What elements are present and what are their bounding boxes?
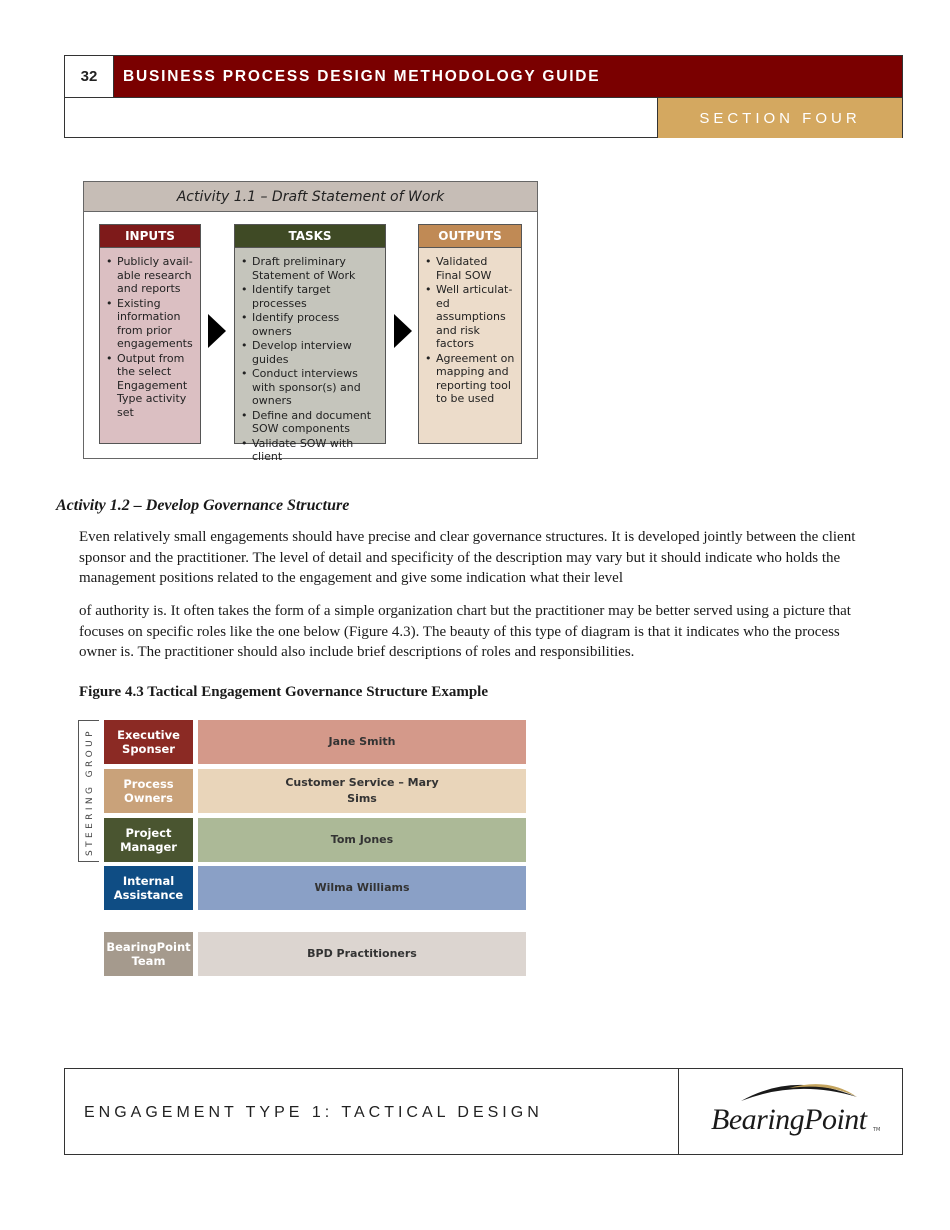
- person-box: Wilma Williams: [198, 866, 526, 910]
- role-box: Process Owners: [104, 769, 193, 813]
- list-item: • Identify target processes: [241, 283, 379, 310]
- role-box: BearingPoint Team: [104, 932, 193, 976]
- page-number: 32: [65, 56, 114, 97]
- guide-title: BUSINESS PROCESS DESIGN METHODOLOGY GUIDE: [123, 68, 601, 85]
- list-item: • Validate SOW with client: [241, 437, 379, 464]
- person-box: Customer Service – Mary Sims: [198, 769, 526, 813]
- list-item: • Publicly avail-able research and reports: [106, 255, 194, 296]
- tasks-heading: TASKS: [235, 225, 385, 248]
- role-box: Project Manager: [104, 818, 193, 862]
- governance-row: [104, 769, 526, 813]
- role-box: Executive Sponser: [104, 720, 193, 764]
- list-item: • Identify process owners: [241, 311, 379, 338]
- outputs-list: [419, 248, 521, 406]
- activity-1-2-heading: Activity 1.2 – Develop Governance Structure: [56, 497, 350, 514]
- body-paragraph-1: Even relatively small engagements should have precise and clear governance structures. It is developed jointly between the client sponsor and the practitioner. The level of detail and specificity of the description may vary but it should indicate who holds the management positions related to the engagement and give some indication what their level: [79, 529, 856, 586]
- arrow-right-icon: [394, 314, 412, 348]
- tasks-column: [234, 224, 386, 463]
- governance-figure: [78, 720, 528, 980]
- governance-row: [104, 818, 526, 862]
- list-item: • Validated Final SOW: [425, 255, 515, 282]
- list-item: • Well articulat-ed assumptions and risk factors: [425, 283, 515, 351]
- steering-group-label: STEERING GROUP: [85, 728, 95, 856]
- list-item: • Existing information from prior engagements: [106, 297, 194, 351]
- logo-wordmark: BearingPoint: [711, 1103, 867, 1136]
- governance-row: [104, 720, 526, 764]
- person-box: Tom Jones: [198, 818, 526, 862]
- activity-1-1-diagram: [83, 181, 538, 463]
- person-box: Jane Smith: [198, 720, 526, 764]
- steering-group-bracket: [78, 720, 99, 862]
- list-item: • Develop interview guides: [241, 339, 379, 366]
- activity-1-1-title: Activity 1.1 – Draft Statement of Work: [84, 182, 537, 212]
- person-box: BPD Practitioners: [198, 932, 526, 976]
- page-footer: [64, 1068, 903, 1155]
- governance-row: [104, 932, 526, 976]
- header-subbar: [65, 97, 902, 137]
- outputs-heading: OUTPUTS: [419, 225, 521, 248]
- inputs-heading: INPUTS: [100, 225, 200, 248]
- logo-trademark: TM: [873, 1127, 881, 1133]
- list-item: • Output from the select Engagement Type activity set: [106, 352, 194, 420]
- list-item: • Define and document SOW components: [241, 409, 379, 436]
- footer-title: ENGAGEMENT TYPE 1: TACTICAL DESIGN: [84, 1104, 543, 1121]
- body-paragraph-2: of authority is. It often takes the form of a simple organization chart but the practitioner may be better served using a picture that focuses on specific roles like the one below (Figure 4.3). The beauty of this type of diagram is that it indicates who the process owner is. The practitioner should also include brief descriptions of roles and responsibilities.: [79, 603, 851, 660]
- inputs-column: [99, 224, 201, 444]
- page-header: [64, 55, 903, 138]
- arrow-right-icon: [208, 314, 226, 348]
- outputs-column: [418, 224, 522, 444]
- figure-caption: Figure 4.3 Tactical Engagement Governance Structure Example: [79, 684, 488, 700]
- header-band: [65, 56, 902, 97]
- list-item: • Draft preliminary Statement of Work: [241, 255, 379, 282]
- inputs-list: [100, 248, 200, 419]
- company-logo: [678, 1069, 902, 1154]
- list-item: • Conduct interviews with sponsor(s) and owners: [241, 367, 379, 408]
- role-box: Internal Assistance: [104, 866, 193, 910]
- governance-row: [104, 866, 526, 910]
- tasks-list: [235, 248, 385, 464]
- section-label: SECTION FOUR: [657, 98, 902, 138]
- list-item: • Agreement on mapping and reporting tool to be used: [425, 352, 515, 406]
